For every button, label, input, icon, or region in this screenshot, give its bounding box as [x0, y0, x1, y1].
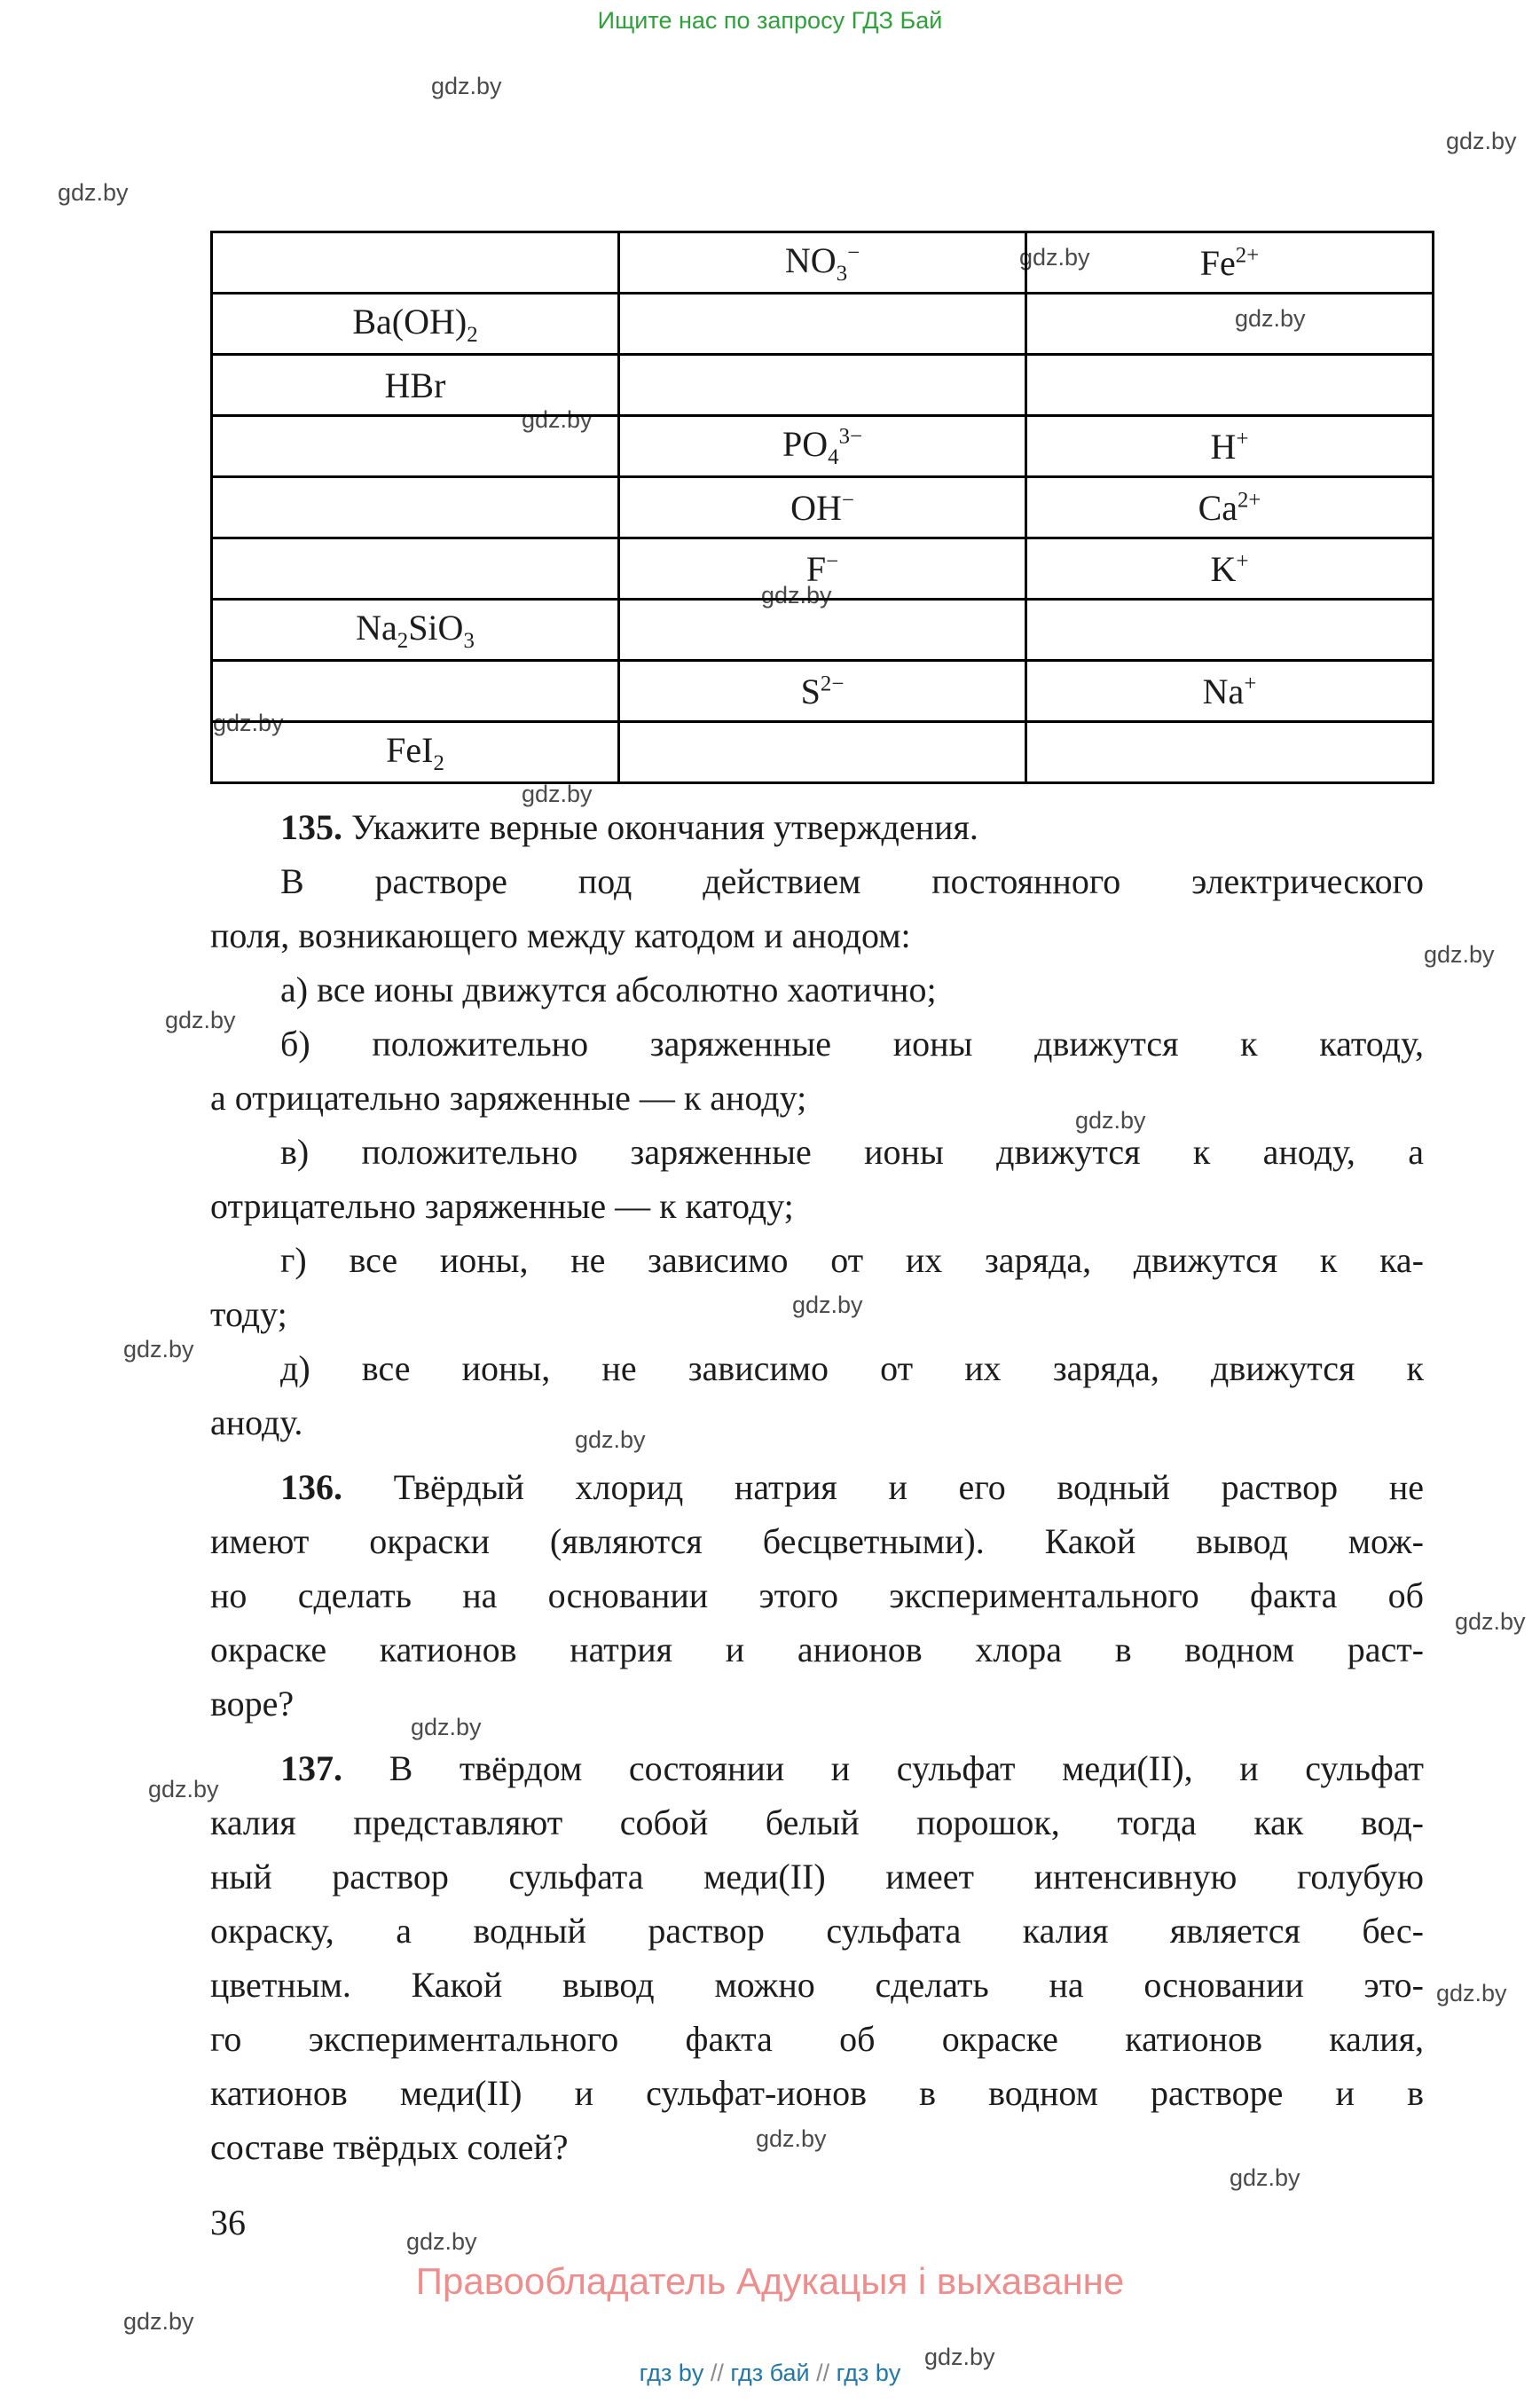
table-row	[212, 477, 1434, 538]
gdzby-watermark: gdz.by	[431, 73, 502, 99]
table-row	[212, 416, 1434, 477]
formula-cell	[619, 600, 1026, 661]
gdzby-watermark: gdz.by	[1424, 941, 1495, 968]
formula-text: PO	[782, 423, 829, 464]
problems-text	[210, 800, 1424, 2174]
paragraph	[210, 1341, 1424, 1449]
formula-superscript: −	[826, 549, 839, 574]
gdzby-watermark: gdz.by	[1075, 1107, 1146, 1134]
text-line: воре?	[210, 1684, 295, 1724]
table-row	[212, 355, 1434, 416]
paragraph	[210, 1233, 1424, 1341]
formula-superscript: +	[1236, 549, 1249, 574]
promo-header: Ищите нас по запросу ГДЗ Бай	[597, 7, 943, 34]
formula-superscript: −	[847, 240, 860, 265]
formula-cell	[212, 661, 619, 722]
text-line: го экспериментального факта об окраске катионов калия,	[210, 2019, 1424, 2059]
gdzby-watermark: gdz.by	[58, 179, 129, 206]
table-row	[212, 661, 1434, 722]
formula-cell	[1026, 600, 1434, 661]
formula-cell	[1026, 232, 1434, 294]
formula-text: S	[800, 671, 821, 711]
text-line: ный раствор сульфата меди(II) имеет интенсивную голубую	[210, 1857, 1424, 1896]
formula-text: F	[805, 548, 827, 589]
formula-text: K	[1210, 548, 1237, 589]
paragraph	[210, 1460, 1424, 1731]
formula-cell	[212, 600, 619, 661]
text-line: 136. Твёрдый хлорид натрия и его водный раствор не	[280, 1467, 1424, 1507]
text-line: а) все ионы движутся абсолютно хаотично;	[280, 970, 937, 1009]
text-line: б) положительно заряженные ионы движутся к катоду,	[280, 1024, 1424, 1064]
formula-cell	[212, 232, 619, 294]
gdzby-watermark: gdz.by	[761, 582, 832, 609]
formula-text: Fe	[1199, 242, 1236, 283]
formula-subscript: 4	[828, 444, 839, 469]
formula-cell	[1026, 477, 1434, 538]
text-line: г) все ионы, не зависимо от их заряда, движутся к ка-	[280, 1240, 1424, 1280]
link-separator: //	[703, 2360, 731, 2386]
formula-cell	[619, 232, 1026, 294]
text-line: но сделать на основании этого экспериментального факта об	[210, 1575, 1424, 1615]
formula-superscript: +	[1244, 671, 1257, 696]
paragraph	[210, 1017, 1424, 1125]
footer-links	[0, 2360, 1540, 2387]
text-line: катионов меди(II) и сульфат-ионов в водном растворе и в	[210, 2073, 1424, 2113]
copyright-line: Правообладатель Адукацыя і выхаванне	[415, 2260, 1125, 2302]
formula-cell	[212, 355, 619, 416]
table-row	[212, 722, 1434, 783]
formula-text: HBr	[384, 365, 446, 405]
formula-subscript: 2	[433, 750, 444, 775]
formula-superscript: 2−	[820, 671, 845, 696]
formula-cell	[619, 538, 1026, 600]
formula-cell	[619, 661, 1026, 722]
formula-subscript: 3	[836, 261, 848, 286]
formula-cell	[1026, 722, 1434, 783]
formula-text: OH	[790, 487, 842, 528]
formula-cell	[212, 538, 619, 600]
footer-link[interactable]: гдз by	[639, 2360, 704, 2386]
text-line: поля, возникающего между катодом и анодом:	[210, 915, 911, 955]
formula-cell	[619, 722, 1026, 783]
gdzby-watermark: gdz.by	[411, 1714, 482, 1740]
gdzby-watermark: gdz.by	[1436, 1980, 1507, 2006]
text-line: в) положительно заряженные ионы движутся к аноду, а	[280, 1132, 1424, 1172]
formula-cell	[212, 477, 619, 538]
problem-number: 136.	[280, 1467, 342, 1507]
text-line: а отрицательно заряженные — к аноду;	[210, 1078, 807, 1118]
formula-text: Na	[356, 607, 397, 648]
formula-cell	[619, 355, 1026, 416]
formula-cell	[1026, 416, 1434, 477]
formula-superscript: 3−	[838, 424, 862, 449]
gdzby-watermark: gdz.by	[1235, 305, 1306, 332]
formula-text: SiO	[408, 607, 464, 648]
table-row	[212, 600, 1434, 661]
formula-cell	[619, 477, 1026, 538]
formula-superscript: +	[1236, 427, 1249, 452]
gdzby-watermark: gdz.by	[522, 781, 593, 807]
formula-cell	[619, 294, 1026, 355]
gdzby-watermark: gdz.by	[575, 1426, 646, 1453]
gdzby-watermark: gdz.by	[165, 1007, 236, 1033]
formula-cell	[1026, 355, 1434, 416]
formula-superscript: −	[841, 488, 854, 513]
paragraph	[210, 800, 1424, 854]
text-line: 137. В твёрдом состоянии и сульфат меди(II), и сульфат	[280, 1748, 1424, 1788]
text-line: имеют окраски (являются бесцветными). Какой вывод мож-	[210, 1521, 1424, 1561]
footer-link[interactable]: гдз бай	[730, 2360, 810, 2386]
gdzby-watermark: gdz.by	[1019, 244, 1090, 271]
gdzby-watermark: gdz.by	[756, 2125, 827, 2152]
table-row	[212, 294, 1434, 355]
paragraph	[210, 854, 1424, 962]
formula-text: Ca	[1198, 487, 1238, 528]
formula-superscript: 2+	[1235, 243, 1260, 268]
gdzby-watermark: gdz.by	[123, 2308, 194, 2335]
formula-text: Na	[1202, 671, 1245, 711]
problem-number: 137.	[280, 1748, 342, 1788]
formula-cell	[212, 294, 619, 355]
text-line: В растворе под действием постоянного электрического	[280, 861, 1424, 901]
text-line: отрицательно заряженные — к катоду;	[210, 1186, 794, 1226]
formula-superscript: 2+	[1238, 488, 1261, 513]
text-line: тоду;	[210, 1294, 287, 1334]
text-line: д) все ионы, не зависимо от их заряда, движутся к	[280, 1348, 1424, 1388]
text-line: аноду.	[210, 1402, 303, 1442]
formula-cell	[619, 416, 1026, 477]
text-line: окраске катионов натрия и анионов хлора в водном раст-	[210, 1629, 1424, 1669]
paragraph	[210, 1125, 1424, 1233]
gdzby-watermark: gdz.by	[792, 1292, 863, 1318]
paragraph	[210, 1741, 1424, 2174]
gdzby-watermark: gdz.by	[406, 2228, 477, 2255]
formula-text: FeI	[386, 729, 434, 770]
ion-table	[210, 231, 1434, 784]
formula-subscript: 2	[467, 322, 478, 347]
formula-cell	[1026, 538, 1434, 600]
text-line: цветным. Какой вывод можно сделать на основании это-	[210, 1965, 1424, 2005]
formula-text: NO	[784, 240, 837, 280]
table-row	[212, 538, 1434, 600]
text-line: составе твёрдых солей?	[210, 2127, 569, 2167]
gdzby-watermark: gdz.by	[924, 2344, 995, 2370]
formula-text: Ba(OH)	[352, 301, 468, 342]
page-number: 36	[210, 2203, 246, 2242]
paragraph	[210, 962, 1424, 1017]
link-separator: //	[809, 2360, 837, 2386]
formula-cell	[212, 416, 619, 477]
gdzby-watermark: gdz.by	[1230, 2164, 1300, 2191]
formula-cell	[212, 722, 619, 783]
footer-link[interactable]: гдз by	[836, 2360, 901, 2386]
text-line: 135. Укажите верные окончания утверждения.	[280, 807, 978, 847]
table-row	[212, 232, 1434, 294]
gdzby-watermark: gdz.by	[522, 406, 593, 433]
gdzby-watermark: gdz.by	[123, 1336, 194, 1362]
formula-subscript: 2	[397, 628, 409, 653]
gdzby-watermark: gdz.by	[1455, 1608, 1526, 1635]
formula-cell	[1026, 661, 1434, 722]
text-line: калия представляют собой белый порошок, тогда как вод-	[210, 1802, 1424, 1842]
formula-cell	[1026, 294, 1434, 355]
gdzby-watermark: gdz.by	[1446, 128, 1517, 154]
text-line: окраску, а водный раствор сульфата калия является бес-	[210, 1911, 1424, 1951]
gdzby-watermark: gdz.by	[213, 710, 284, 736]
gdzby-watermark: gdz.by	[148, 1776, 219, 1802]
problem-number: 135.	[280, 807, 342, 847]
formula-text: H	[1210, 426, 1237, 467]
formula-subscript: 3	[463, 628, 475, 653]
